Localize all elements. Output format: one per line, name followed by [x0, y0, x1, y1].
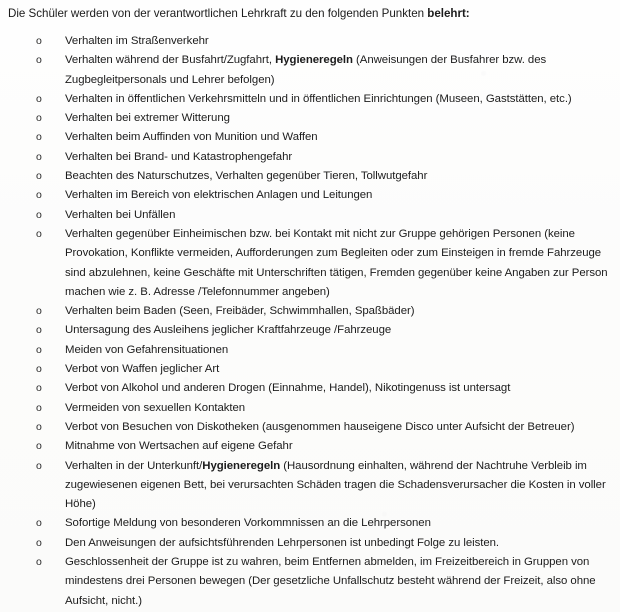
list-item-text-segment: Verhalten in der Unterkunft/: [65, 459, 203, 472]
list-item: [16, 302, 614, 321]
list-item: [16, 379, 614, 398]
list-item-text-segment: (Anweisungen der Busfahrer bzw. des Zugbegleitpersonals und Lehrer befolgen): [65, 54, 547, 86]
list-item: [16, 109, 614, 128]
list-item-text-segment: Verhalten während der Busfahrt/Zugfahrt,: [65, 54, 276, 67]
list-item-text: [65, 228, 608, 298]
list-item-text-segment: Verhalten gegenüber Einheimischen bzw. bei Kontakt mit nicht zur Gruppe gehörigen Personen (keine Provokation, Konflikte vermeiden, Aufforderungen zum Begleiten oder zum Einsteigen in fremde Fahrzeuge sind abzulehnen, keine Geschäfte mit Unterschriften tätigen, Fremden gegenüber keine Angaben zur Person machen wie z. B. Adresse /Telefonnummer angeben): [65, 227, 608, 298]
list-item: [16, 437, 614, 456]
list-item: [16, 399, 614, 418]
list-item-text-segment: Verhalten beim Baden (Seen, Freibäder, Schwimmhallen, Spaßbäder): [65, 305, 415, 318]
bullet-circle-icon: o: [36, 92, 42, 105]
list-item: [16, 418, 614, 437]
bullet-circle-icon: o: [36, 382, 42, 395]
list-item-text-segment: Verhalten in öffentlichen Verkehrsmitteln und in öffentlichen Einrichtungen (Museen, Gaststätten, etc.): [65, 92, 572, 105]
list-item: [16, 514, 614, 533]
list-item-text-segment: Verhalten im Straßenverkehr: [65, 35, 209, 47]
list-item-text-segment: Sofortige Meldung von besonderen Vorkommnissen an die Lehrpersonen: [65, 517, 431, 530]
list-item-text: [65, 54, 546, 85]
list-item: [16, 360, 614, 379]
list-item-text: [65, 189, 372, 201]
bullet-circle-icon: o: [36, 227, 42, 240]
list-item-text: [65, 151, 292, 163]
bullet-circle-icon: o: [36, 401, 42, 414]
bullet-circle-icon: o: [36, 131, 42, 144]
list-item-text: [65, 209, 175, 221]
list-item: [16, 90, 614, 109]
intro-text-before-bold: Die Schüler werden von der verantwortlichen Lehrkraft zu den folgenden Punkten: [8, 7, 428, 20]
list-item-text-segment: Verbot von Alkohol und anderen Drogen (Einnahme, Handel), Nikotingenuss ist untersagt: [65, 382, 511, 395]
list-item-text: [65, 363, 219, 375]
list-item: [16, 148, 614, 167]
bullet-circle-icon: o: [36, 35, 42, 47]
list-item-bold-segment: Hygieneregeln: [202, 459, 281, 472]
list-item-text-segment: Verhalten bei Unfällen: [65, 208, 176, 221]
list-item: [16, 457, 614, 515]
list-item: [16, 186, 614, 205]
bullet-circle-icon: o: [36, 112, 42, 125]
bullet-circle-icon: o: [36, 343, 42, 356]
list-item: [16, 206, 614, 225]
intro-paragraph: [8, 4, 614, 23]
bullet-circle-icon: o: [36, 54, 42, 67]
list-item-text-segment: Verbot von Waffen jeglicher Art: [65, 363, 220, 376]
list-item-text-segment: Mitnahme von Wertsachen auf eigene Gefahr: [65, 440, 293, 453]
list-item-bold-segment: Hygieneregeln: [275, 54, 353, 67]
list-item: [16, 534, 614, 553]
list-item: [16, 32, 614, 51]
list-item-text: [65, 93, 572, 105]
list-item: [16, 51, 614, 90]
list-item-text-segment: Meiden von Gefahrensituationen: [65, 343, 229, 356]
bullet-circle-icon: o: [36, 305, 42, 318]
intro-bold-belehrt: belehrt:: [427, 7, 470, 20]
bullet-circle-icon: o: [36, 420, 42, 433]
list-item-text: [65, 112, 230, 124]
list-item-text: [65, 556, 596, 607]
list-item: [16, 128, 614, 147]
list-item-text: [65, 440, 293, 452]
bullet-circle-icon: o: [36, 517, 42, 530]
list-item: [16, 341, 614, 360]
list-item: [16, 321, 614, 340]
list-item-text: [65, 460, 606, 511]
list-item-text: [65, 517, 431, 529]
list-item: [16, 167, 614, 186]
bullet-circle-icon: o: [36, 363, 42, 376]
list-item-text-segment: Vermeiden von sexuellen Kontakten: [65, 401, 246, 414]
list-item-text: [65, 421, 574, 433]
list-item-text: [65, 324, 391, 336]
list-item-text: [65, 35, 209, 47]
bullet-circle-icon: o: [36, 208, 42, 221]
list-item: [16, 553, 614, 611]
list-item-text-segment: Untersagung des Ausleihens jeglicher Kraftfahrzeuge /Fahrzeuge: [65, 324, 392, 337]
list-item-text: [65, 402, 245, 414]
list-item-text-segment: Verhalten bei Brand- und Katastrophengefahr: [65, 150, 293, 163]
bullet-circle-icon: o: [36, 170, 42, 183]
list-item-text-segment: Verbot von Besuchen von Diskotheken (ausgenommen hauseigene Disco unter Aufsicht der Betreuer): [65, 420, 575, 433]
bullet-circle-icon: o: [36, 324, 42, 337]
list-item-text-segment: Verhalten bei extremer Witterung: [65, 112, 230, 125]
list-item-text-segment: Beachten des Naturschutzes, Verhalten gegenüber Tieren, Tollwutgefahr: [65, 170, 428, 183]
bullet-circle-icon: o: [36, 536, 42, 549]
list-item-text-segment: (Hausordnung einhalten, während der Nachtruhe Verbleib im zugewiesenen eigenen Bett, bei verursachten Schäden tragen die Schadensverursacher die Kosten in voller Höhe): [65, 459, 606, 511]
list-item-text: [65, 382, 510, 394]
list-item-text: [65, 537, 499, 549]
list-item-text-segment: Den Anweisungen der aufsichtsführenden Lehrpersonen ist unbedingt Folge zu leisten.: [65, 536, 500, 549]
list-item-text: [65, 131, 318, 143]
list-item: [16, 225, 614, 302]
list-item-text: [65, 170, 427, 182]
bullet-circle-icon: o: [36, 556, 42, 569]
list-item-text-segment: Verhalten im Bereich von elektrischen Anlagen und Leitungen: [65, 189, 373, 202]
list-item-text-segment: Verhalten beim Auffinden von Munition und Waffen: [65, 131, 318, 144]
bullet-circle-icon: o: [36, 189, 42, 202]
belehrung-bullet-list: [8, 32, 614, 611]
list-item-text: [65, 305, 414, 317]
bullet-circle-icon: o: [36, 459, 42, 472]
list-item-text-segment: Geschlossenheit der Gruppe ist zu wahren, beim Entfernen abmelden, im Freizeitbereich in Gruppen von mindestens drei Personen bewegen (Der gesetzliche Unfallschutz besteht während der Freizeit, also ohne Aufsicht, nicht.): [65, 556, 596, 607]
bullet-circle-icon: o: [36, 440, 42, 453]
list-item-text: [65, 344, 228, 356]
bullet-circle-icon: o: [36, 150, 42, 163]
